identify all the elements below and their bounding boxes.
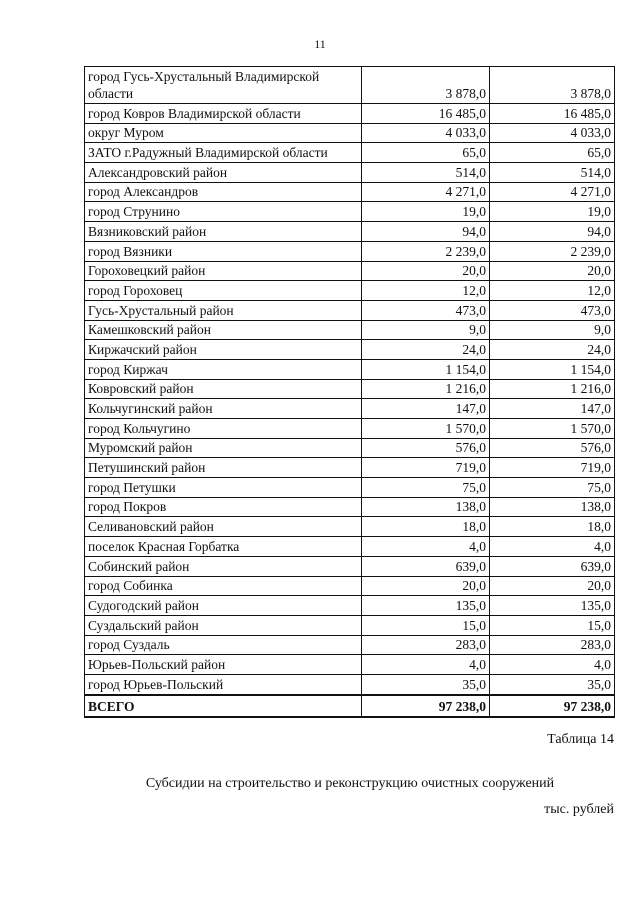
table-row [85,674,615,694]
units-label: тыс. рублей [544,802,614,817]
total-label: ВСЕГО [85,695,362,717]
value-2: 4,0 [490,537,615,557]
table-row [85,261,615,281]
value-1: 20,0 [362,261,490,281]
table-row [85,517,615,537]
municipality-name: Селивановский район [85,517,362,537]
next-table-title: Субсидии на строительство и реконструкцию очистных сооружений [145,776,555,791]
page-number: 11 [314,37,326,51]
value-2: 18,0 [490,517,615,537]
value-2: 1 154,0 [490,359,615,379]
value-1: 1 570,0 [362,419,490,439]
value-1: 473,0 [362,300,490,320]
municipality-name: город Суздаль [85,635,362,655]
table-row [85,320,615,340]
municipality-name: Петушинский район [85,458,362,478]
value-2: 2 239,0 [490,241,615,261]
value-2: 514,0 [490,163,615,183]
table-row [85,596,615,616]
value-2: 4,0 [490,655,615,675]
value-2: 576,0 [490,438,615,458]
value-1: 514,0 [362,163,490,183]
municipality-name: Камешковский район [85,320,362,340]
value-1: 75,0 [362,478,490,498]
value-1: 35,0 [362,674,490,694]
municipality-name: Собинский район [85,556,362,576]
table-row [85,399,615,419]
value-1: 4 271,0 [362,182,490,202]
value-1: 3 878,0 [362,67,490,104]
table-row [85,281,615,301]
municipality-name: Суздальский район [85,615,362,635]
municipality-name: ЗАТО г.Радужный Владимирской области [85,143,362,163]
municipality-name: город Киржач [85,359,362,379]
municipality-name: город Вязники [85,241,362,261]
value-1: 2 239,0 [362,241,490,261]
table-row [85,419,615,439]
table-row [85,615,615,635]
value-2: 3 878,0 [490,67,615,104]
value-2: 138,0 [490,497,615,517]
municipality-name: город Петушки [85,478,362,498]
table-row [85,537,615,557]
value-1: 4,0 [362,537,490,557]
municipality-name: округ Муром [85,123,362,143]
municipality-name: город Ковров Владимирской области [85,104,362,124]
municipality-name: город Юрьев-Польский [85,674,362,694]
value-1: 4,0 [362,655,490,675]
value-1: 4 033,0 [362,123,490,143]
value-2: 15,0 [490,615,615,635]
value-2: 283,0 [490,635,615,655]
table-row [85,202,615,222]
value-1: 1 154,0 [362,359,490,379]
municipality-name: Киржачский район [85,340,362,360]
table-row [85,438,615,458]
value-2: 4 033,0 [490,123,615,143]
table-row [85,182,615,202]
table-row [85,655,615,675]
value-2: 24,0 [490,340,615,360]
table-row [85,458,615,478]
table-row [85,123,615,143]
value-2: 1 216,0 [490,379,615,399]
value-2: 473,0 [490,300,615,320]
value-2: 1 570,0 [490,419,615,439]
value-1: 283,0 [362,635,490,655]
table-row [85,359,615,379]
table-row [85,222,615,242]
total-row [85,695,615,717]
value-1: 94,0 [362,222,490,242]
value-1: 138,0 [362,497,490,517]
total-value-1: 97 238,0 [362,695,490,717]
value-2: 135,0 [490,596,615,616]
value-2: 9,0 [490,320,615,340]
municipality-name: Гусь-Хрустальный район [85,300,362,320]
table-row [85,143,615,163]
value-1: 18,0 [362,517,490,537]
table-row [85,67,615,104]
municipality-name: поселок Красная Горбатка [85,537,362,557]
table-row [85,340,615,360]
table-row [85,300,615,320]
municipality-name: Судогодский район [85,596,362,616]
municipality-name: Гороховецкий район [85,261,362,281]
municipality-name: Юрьев-Польский район [85,655,362,675]
value-1: 24,0 [362,340,490,360]
municipality-name: город Кольчугино [85,419,362,439]
municipality-name: Кольчугинский район [85,399,362,419]
value-1: 20,0 [362,576,490,596]
value-1: 639,0 [362,556,490,576]
value-2: 20,0 [490,261,615,281]
value-2: 719,0 [490,458,615,478]
value-2: 4 271,0 [490,182,615,202]
value-1: 65,0 [362,143,490,163]
municipality-name: город Собинка [85,576,362,596]
table-body [85,67,615,695]
value-2: 12,0 [490,281,615,301]
value-1: 576,0 [362,438,490,458]
next-table-label: Таблица 14 [547,732,614,747]
value-1: 12,0 [362,281,490,301]
table-row [85,241,615,261]
table-row [85,163,615,183]
value-1: 9,0 [362,320,490,340]
table-row [85,497,615,517]
municipality-name: город Александров [85,182,362,202]
table-row [85,379,615,399]
municipality-name: город Струнино [85,202,362,222]
value-1: 19,0 [362,202,490,222]
value-1: 15,0 [362,615,490,635]
municipality-name: город Гусь-Хрустальный Владимирской области [85,67,362,104]
value-2: 19,0 [490,202,615,222]
municipality-name: город Покров [85,497,362,517]
municipality-name: город Гороховец [85,281,362,301]
value-2: 65,0 [490,143,615,163]
value-2: 147,0 [490,399,615,419]
table-row [85,556,615,576]
municipality-name: Александровский район [85,163,362,183]
value-1: 16 485,0 [362,104,490,124]
municipality-name: Ковровский район [85,379,362,399]
value-2: 639,0 [490,556,615,576]
value-1: 147,0 [362,399,490,419]
value-2: 94,0 [490,222,615,242]
table-row [85,635,615,655]
value-2: 35,0 [490,674,615,694]
value-1: 1 216,0 [362,379,490,399]
table-row [85,478,615,498]
subsidy-table [84,66,615,718]
value-2: 75,0 [490,478,615,498]
value-2: 20,0 [490,576,615,596]
table-row [85,104,615,124]
municipality-name: Муромский район [85,438,362,458]
value-2: 16 485,0 [490,104,615,124]
municipality-name: Вязниковский район [85,222,362,242]
value-1: 135,0 [362,596,490,616]
total-value-2: 97 238,0 [490,695,615,717]
table-row [85,576,615,596]
value-1: 719,0 [362,458,490,478]
